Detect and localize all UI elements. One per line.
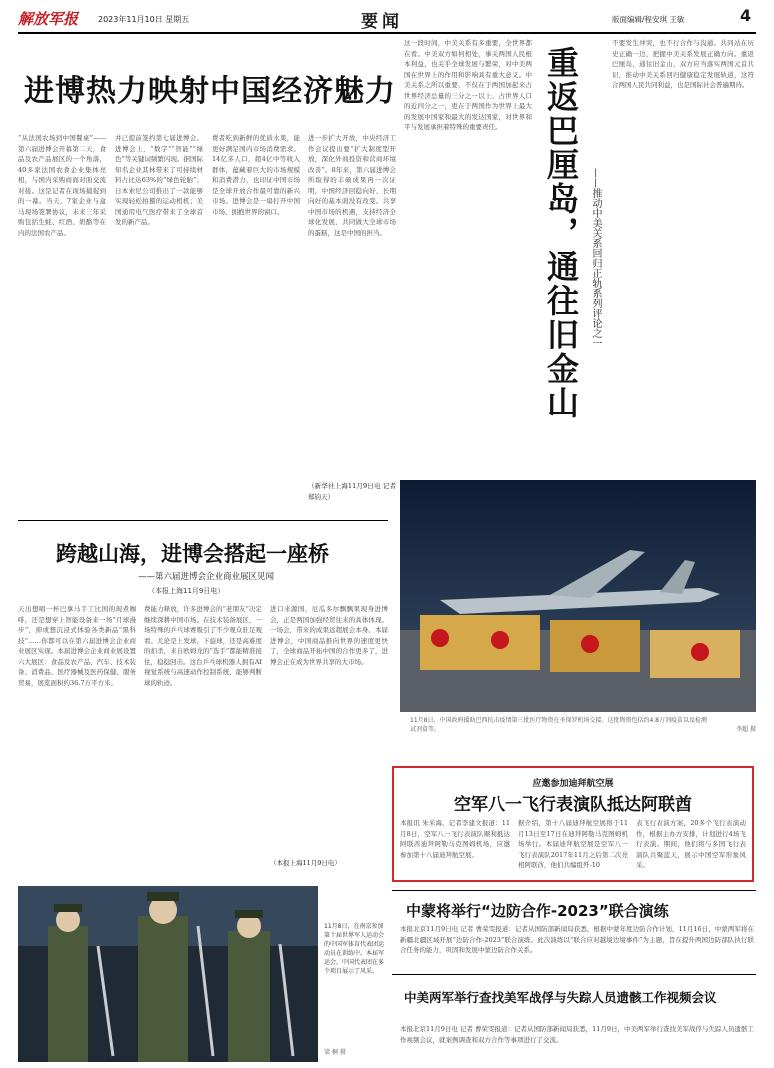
photo-caption: 11月8日，中国政府援助巴西抗击疫情第三批医疗物资在圣保罗机场交接。这批物资包括约4.8万剂疫苗以及检测试剂盒等。 [410, 717, 707, 733]
headline: 跨越山海，进博会搭起一座桥 [56, 542, 329, 566]
vertical-subtitle [588, 168, 606, 458]
photo-credit: 梁 桐 摄 [324, 1049, 346, 1056]
page-number: 4 [740, 6, 752, 25]
subtitle: ——第六届进博会企业商业展区见闻 [138, 572, 275, 582]
article-column: 据介绍，第十八届迪拜航空展将于11月13日至17日在迪拜阿勒马克图姆机场举行。本届迪拜航空展是空军八一飞行表演队2017年11月之后第二次亮相阿联酋，他们共编组歼-10 [518, 819, 628, 869]
divider [392, 890, 756, 891]
article-2 [400, 38, 756, 518]
headline: 中蒙将举行“边防合作-2023”联合演练 [406, 902, 669, 920]
newspaper-logo: 解放军报 [18, 10, 79, 28]
honor-guard-photo [18, 886, 318, 1062]
article-column: 表飞行表演方案，20多个飞行表演动作，根据主办方安排，计划进行4场飞行表演。期间，他们将与多国飞行表演队共聚蓝天，展示中国空军形象风采。 [636, 819, 746, 869]
masthead [18, 6, 756, 32]
article-column: 并已提前签约第七届进博会。进博会上，“数字”“智能”“绿色”等关键词频繁闪现。据国际知名企业其林带来了可持续材料占比达63%的“绿色轮胎”；日本索尼公司推出了一款能够实现轻松拍摄的运动相机；美国通用电气医疗带来了全球首发的新产品。 [115, 134, 203, 226]
photo-credit: 李超 摄 [736, 726, 756, 733]
airport-photo [400, 480, 756, 712]
byline: （新华社上海11月9日电 记者 郑钧天） [308, 482, 396, 501]
divider [392, 974, 756, 975]
kicker: 应邀参加迪拜航空展 [532, 779, 614, 789]
article-column: “从法国农场到中国餐桌”——第六届进博会开幕第二天，食品及农产品展区的一个角落，40多家法国农食企业集体亮相，与国内采购商面对面交流对接。这是记者在现场捕捉到的一幕。当天，7家企业与盒马现场签署协议，未来三年采购包括生蚝、红酒、奶酪等在内的法国农产品。 [18, 134, 106, 237]
subtitle: ——推动中美关系回归正轨系列评论之一 [590, 168, 601, 348]
byline: （本报上海11月9日电） [270, 859, 341, 867]
headline: 进博热力映射中国经济魅力 [24, 74, 396, 109]
article-column: 费能力释放，许多进博会的“老朋友”决定继续深耕中国市场。在技术装备展区，一场特殊的乒乓球赛吸引了不少观众驻足观看。尤论是上发球、下旋球，还是高难度的扣杀，来自欧姆龙的“选手”都能精准接住，稳稳回击。这台乒乓球机器人拥有AI视觉系统与高速动作控制系统，能够判断球的轨迹。 [144, 605, 262, 687]
article-body: 本报北京11月9日电 记者 曹荣雯报道：记者从国防部新闻局获悉，11月9日，中美两军举行查找美军战俘与失踪人员遗骸工作视频会议，就案例调查和双方合作等事项进行了交流。 [400, 1025, 754, 1044]
article-column: 进一步扩大开放，中央经济工作会议提出要“扩大制度型开放，深化外商投资和营商环境改善”。8年来，第六届进博会所取得的丰硕成果再一次证明，中国经济回稳向好、长期向好的基本面没有改变。共享中国市场的机遇，支持经济全球化发展，共同做大全球市场的蛋糕，这是中国的担当。 [308, 134, 396, 237]
section-title: 要闻 [361, 12, 403, 32]
headline: 中美两军举行查找美军战俘与失踪人员遗骸工作视频会议 [404, 990, 717, 1005]
airport-illustration [400, 480, 756, 712]
article-body: 本报北京11月9日电 记者 曹荣雯报道：记者从国防部新闻局获悉，根据中蒙年度边防合作计划，11月16日，中蒙两军将在新疆北疆区域开展“边防合作-2023”联合演练。此次演练以“联合应对越境边境事件”为主题，旨在提升两国边防部队执行联合任务的能力，巩固和发展中蒙边防合作关系。 [400, 925, 754, 954]
article-4 [392, 890, 756, 970]
article-1 [18, 38, 396, 508]
article-6 [392, 974, 756, 1062]
article-column: 费者吃到新鲜的优质水果，能更好满足国内市场消费需求。14亿多人口，超4亿中等收入群体，蕴藏着巨大的市场规模和消费潜力，也印证中国市场是全球开放合作最可靠的新兴市场。进博会是一扇打开中国市场、拥抱世界的窗口。 [212, 134, 300, 216]
byline: （本报上海11月9日电） [148, 587, 225, 595]
issue-date: 2023年11月10日 星期五 [98, 15, 190, 24]
vertical-headline [540, 46, 592, 486]
article-body: 这一段时间，中美关系有多重要，全世界都在看。中美双方如何相处，事关两国人民根本利益，也关乎全球发展与繁荣，对中美两国在世界上的作用和影响具有重大意义。中美关系之所以重要，不仅在于两国加起来占世界经济总量的三分之一以上、占世界人口的近四分之一，更在于两国作为世界上最大的发展中国家和最大的发达国家，对世界和平与发展承担着特殊的重要责任。 [404, 39, 532, 131]
divider [18, 520, 388, 521]
headline: 重返巴厘岛，通往旧金山 [542, 46, 580, 420]
article-column: 天出想唱一杯巴拿马手工比国的现煮咖啡，还是想穿上智能设备来一场“月球漫步”，抑或想沉浸式体验各类新品“黑科技”……你都可以在第六届进博会企业商业展区实现。本届进博会企业商业展设置六大展区：食品及农产品、汽车、技术装备、消费品、医疗器械及医药保健、服务贸易，展览面积约36.7万平方米。 [18, 605, 136, 687]
article-body: 不要发生冲突，也不行合作与沟通。共同站在历史正确一边，把握中美关系发展正确方向。重返巴厘岛，通往旧金山，双方应当落实两国元首共识，推动中美关系回归健康稳定发展轨道，这符合两国人民共同利益，也是国际社会普遍期待。 [612, 39, 754, 89]
photo-caption: 11月8日，在南京参加第十届世界军人运动会的中国军体育代表团运动员在训练中。本届军运会，中国代表团在多个项目展示了风采。 [324, 923, 384, 975]
honor-guard-illustration [18, 886, 318, 1062]
headline: 空军八一飞行表演队抵达阿联酋 [454, 795, 692, 815]
article-column: 本报讯 朱米海、记者李建文报道：11月8日，空军八一飞行表演队顺利抵达阿联酋迪拜阿勒马克图姆机场，应邀参加第十八届迪拜航空展。 [400, 819, 510, 859]
article-5 [18, 526, 388, 880]
article-column: 进口来源国，厄瓜多尔飘飘果现身进博会，正是两国加强经贸往来的具体体现。一场会，带来的成果远超展会本身。本届进博会，中国商品推向世界的速度更快了，全球商品开拓中国的合作更多了，进博会正在成为世界共享的大市场。 [270, 605, 388, 666]
article-3-box [392, 766, 754, 882]
masthead-rule [18, 32, 756, 34]
page-editors: 版面编辑/程安琪 王敏 [612, 15, 685, 24]
